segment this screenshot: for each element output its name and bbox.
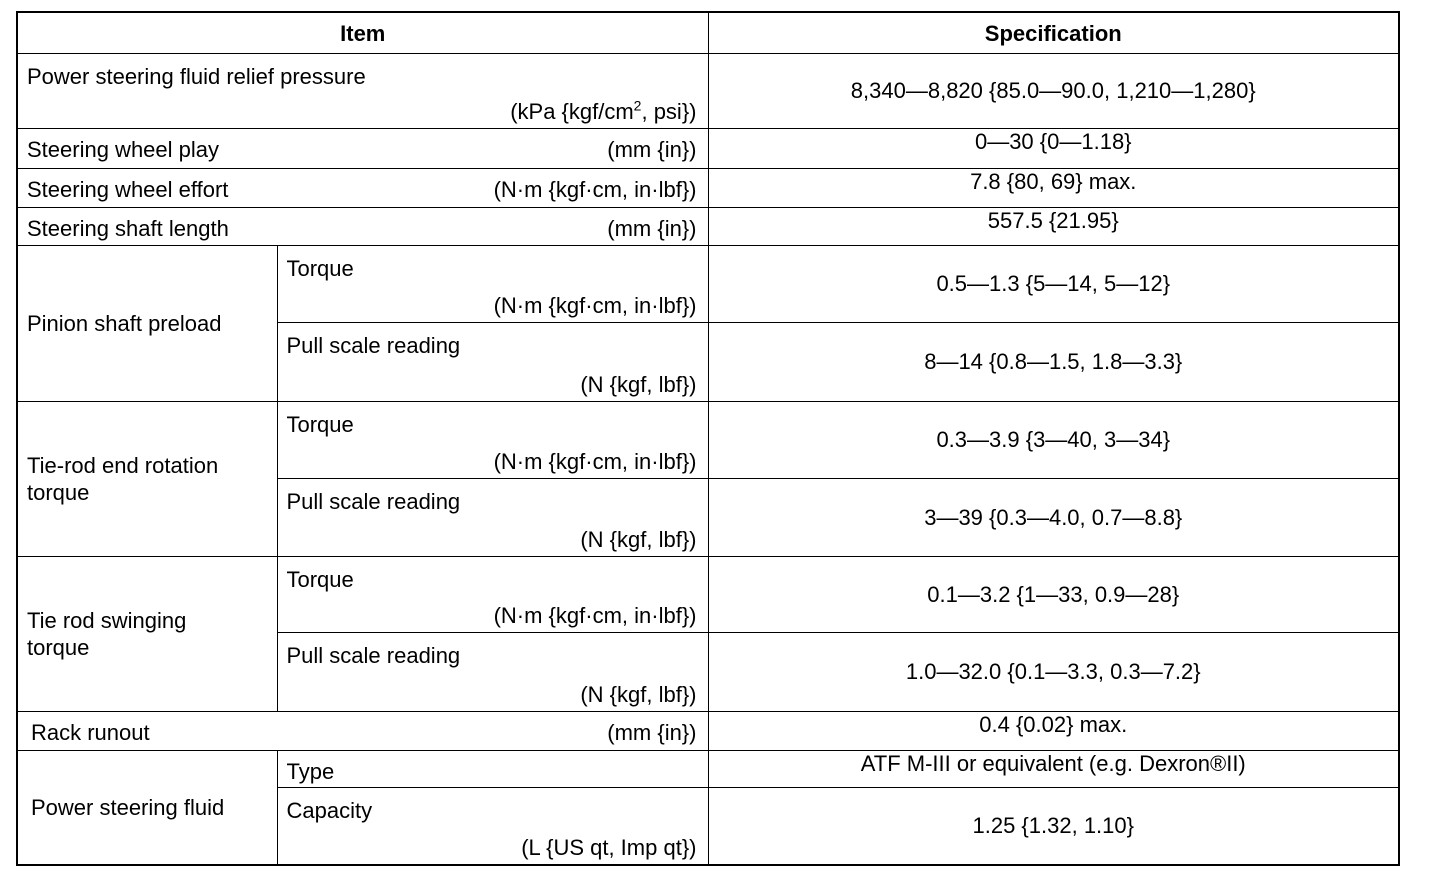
item-unit: (N {kgf, lbf}): [580, 682, 697, 708]
table-row: [17, 128, 1399, 168]
table-row: [17, 712, 1399, 751]
spec-value: 0.5—1.3 {5—14, 5—12}: [708, 245, 1399, 322]
item-unit: (N {kgf, lbf}): [580, 527, 697, 553]
sub-item-label: Torque: [286, 567, 354, 593]
group-cell: [17, 245, 277, 401]
sub-item-label: Pull scale reading: [286, 332, 461, 358]
item-unit: (L {US qt, Imp qt}): [521, 835, 697, 860]
table-row: [17, 53, 1399, 128]
sub-item-cell: [277, 788, 708, 865]
spec-value: 1.25 {1.32, 1.10}: [708, 788, 1399, 865]
spec-value: ATF M-III or equivalent (e.g. Dexron®II): [708, 751, 1399, 788]
item-unit: (N {kgf, lbf}): [580, 371, 697, 397]
spec-value: 0.3—3.9 {3—40, 3—34}: [708, 401, 1399, 478]
sub-item-label: Capacity: [286, 798, 373, 824]
spec-value: 557.5 {21.95}: [708, 207, 1399, 245]
item-cell: [17, 53, 708, 128]
item-cell: [17, 207, 708, 245]
spec-value: 8,340—8,820 {85.0—90.0, 1,210—1,280}: [708, 53, 1399, 128]
item-unit: (mm {in}): [607, 720, 697, 746]
item-unit: (mm {in}): [607, 215, 697, 241]
item-cell: [17, 128, 708, 168]
sub-item-cell: [277, 478, 708, 556]
spec-value: 1.0—32.0 {0.1—3.3, 0.3—7.2}: [708, 633, 1399, 712]
sub-item-label: Pull scale reading: [286, 643, 461, 669]
sub-item-cell: [277, 557, 708, 633]
table-row: [17, 401, 1399, 478]
header-row: [17, 12, 1399, 53]
sub-item-cell: [277, 751, 708, 788]
table-row: [17, 168, 1399, 207]
spec-value: 8—14 {0.8—1.5, 1.8—3.3}: [708, 322, 1399, 401]
sub-item-label: Torque: [286, 411, 354, 437]
group-cell: [17, 401, 277, 556]
spec-value: 0.1—3.2 {1—33, 0.9—28}: [708, 557, 1399, 633]
item-unit: (N·m {kgf·cm, in·lbf}): [493, 603, 697, 629]
item-unit: (N·m {kgf·cm, in·lbf}): [493, 448, 697, 474]
sub-item-cell: [277, 322, 708, 401]
table-row: [17, 207, 1399, 245]
table-row: [17, 557, 1399, 633]
header-item: Item: [17, 12, 708, 53]
group-label-line2: torque: [27, 635, 90, 661]
table-row: [17, 751, 1399, 788]
item-label: Steering wheel play: [27, 136, 220, 162]
table-row: [17, 245, 1399, 322]
sub-item-cell: [277, 401, 708, 478]
group-label: Pinion shaft preload: [27, 310, 222, 336]
spec-value: 7.8 {80, 69} max.: [708, 168, 1399, 207]
item-label: Steering wheel effort: [27, 176, 229, 202]
item-label: Rack runout: [31, 720, 150, 746]
sub-item-label: Type: [286, 759, 335, 785]
item-unit: (kPa {$kgf/cm^2$, psi}): [510, 97, 697, 124]
sub-item-cell: [277, 633, 708, 712]
spec-value: 3—39 {0.3—4.0, 0.7—8.8}: [708, 478, 1399, 556]
sub-item-label: Torque: [286, 255, 354, 281]
group-label-line2: torque: [27, 479, 90, 505]
sub-item-cell: [277, 245, 708, 322]
group-label: Tie-rod end rotation: [27, 452, 219, 478]
group-label: Tie rod swinging: [27, 608, 187, 634]
group-label: Power steering fluid: [31, 795, 225, 821]
spec-value: 0—30 {0—1.18}: [708, 128, 1399, 168]
item-unit: (N·m {kgf·cm, in·lbf}): [493, 292, 697, 318]
item-label: Steering shaft length: [27, 215, 229, 241]
sub-item-label: Pull scale reading: [286, 488, 461, 514]
specification-table: [16, 11, 1400, 866]
item-unit: (mm {in}): [607, 136, 697, 162]
group-cell: [17, 557, 277, 712]
item-unit: (N·m {kgf·cm, in·lbf}): [493, 176, 697, 202]
item-label: Power steering fluid relief pressure: [27, 63, 366, 89]
item-cell: [17, 712, 708, 751]
spec-value: 0.4 {0.02} max.: [708, 712, 1399, 751]
item-cell: [17, 168, 708, 207]
header-specification: Specification: [708, 12, 1399, 53]
group-cell: [17, 751, 277, 865]
